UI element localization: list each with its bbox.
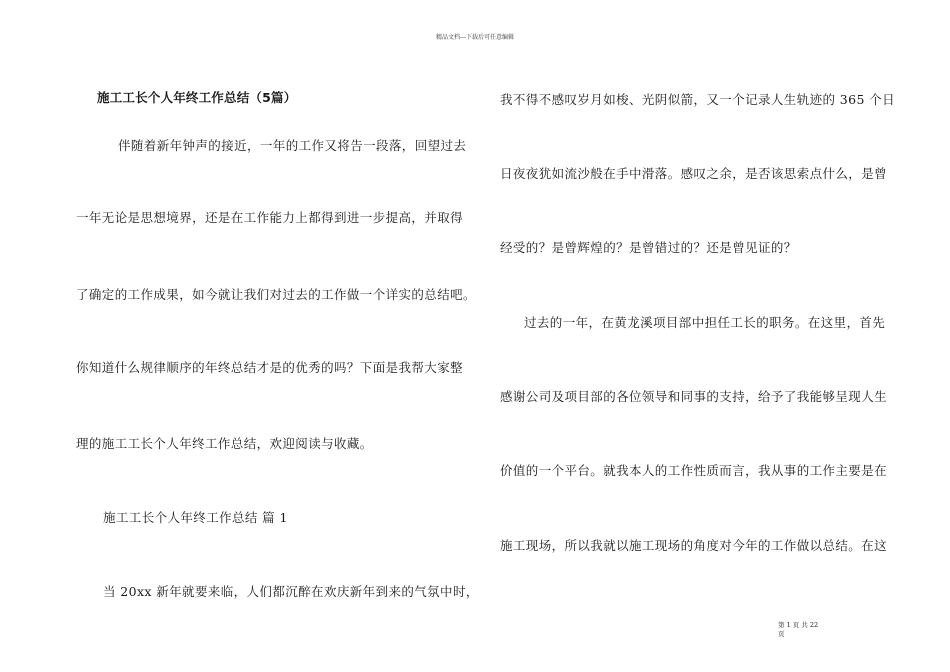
header-note: 精品文档---下载后可任意编辑 — [435, 34, 515, 41]
section-heading: 施工工长个人年终工作总结 篇 1 — [103, 510, 288, 525]
paragraph-line: 施工现场，所以我就以施工现场的角度对今年的工作做以总结。在这 — [500, 538, 888, 553]
paragraph-line: 你知道什么规律顺序的年终总结才是的优秀的吗？下面是我帮大家整 — [76, 360, 464, 375]
paragraph-line: 我不得不感叹岁月如梭、光阴似箭，又一个记录人生轨迹的 365 个日 — [500, 92, 896, 107]
page-number — [778, 621, 818, 639]
paragraph-line: 过去的一年，在黄龙溪项目部中担任工长的职务。在这里，首先 — [524, 315, 886, 330]
paragraph-line: 感谢公司及项目部的各位领导和同事的支持，给予了我能够呈现人生 — [500, 389, 888, 404]
paragraph-line: 伴随着新年钟声的接近，一年的工作又将告一段落，回望过去 — [118, 138, 467, 153]
paragraph-line: 一年无论是思想境界，还是在工作能力上都得到进一步提高，并取得 — [76, 210, 464, 225]
document-title: 施工工长个人年终工作总结（5篇） — [97, 90, 297, 105]
paragraph-line: 理的施工工长个人年终工作总结，欢迎阅读与收藏。 — [76, 436, 373, 451]
page-number-line: 页 — [778, 630, 785, 638]
paragraph-line: 日夜夜犹如流沙般在手中滑落。感叹之余，是否该思索点什么，是曾 — [500, 166, 888, 181]
paragraph-line: 了确定的工作成果，如今就让我们对过去的工作做一个详实的总结吧。 — [76, 287, 476, 302]
paragraph-line: 当 20xx 新年就要来临，人们都沉醉在欢庆新年到来的气氛中时， — [103, 584, 479, 599]
page-number-line: 第 1 页 共 22 — [778, 621, 819, 629]
paragraph-line: 经受的？是曾辉煌的？是曾错过的？还是曾见证的？ — [500, 240, 797, 255]
paragraph-line: 价值的一个平台。就我本人的工作性质而言，我从事的工作主要是在 — [500, 463, 888, 478]
